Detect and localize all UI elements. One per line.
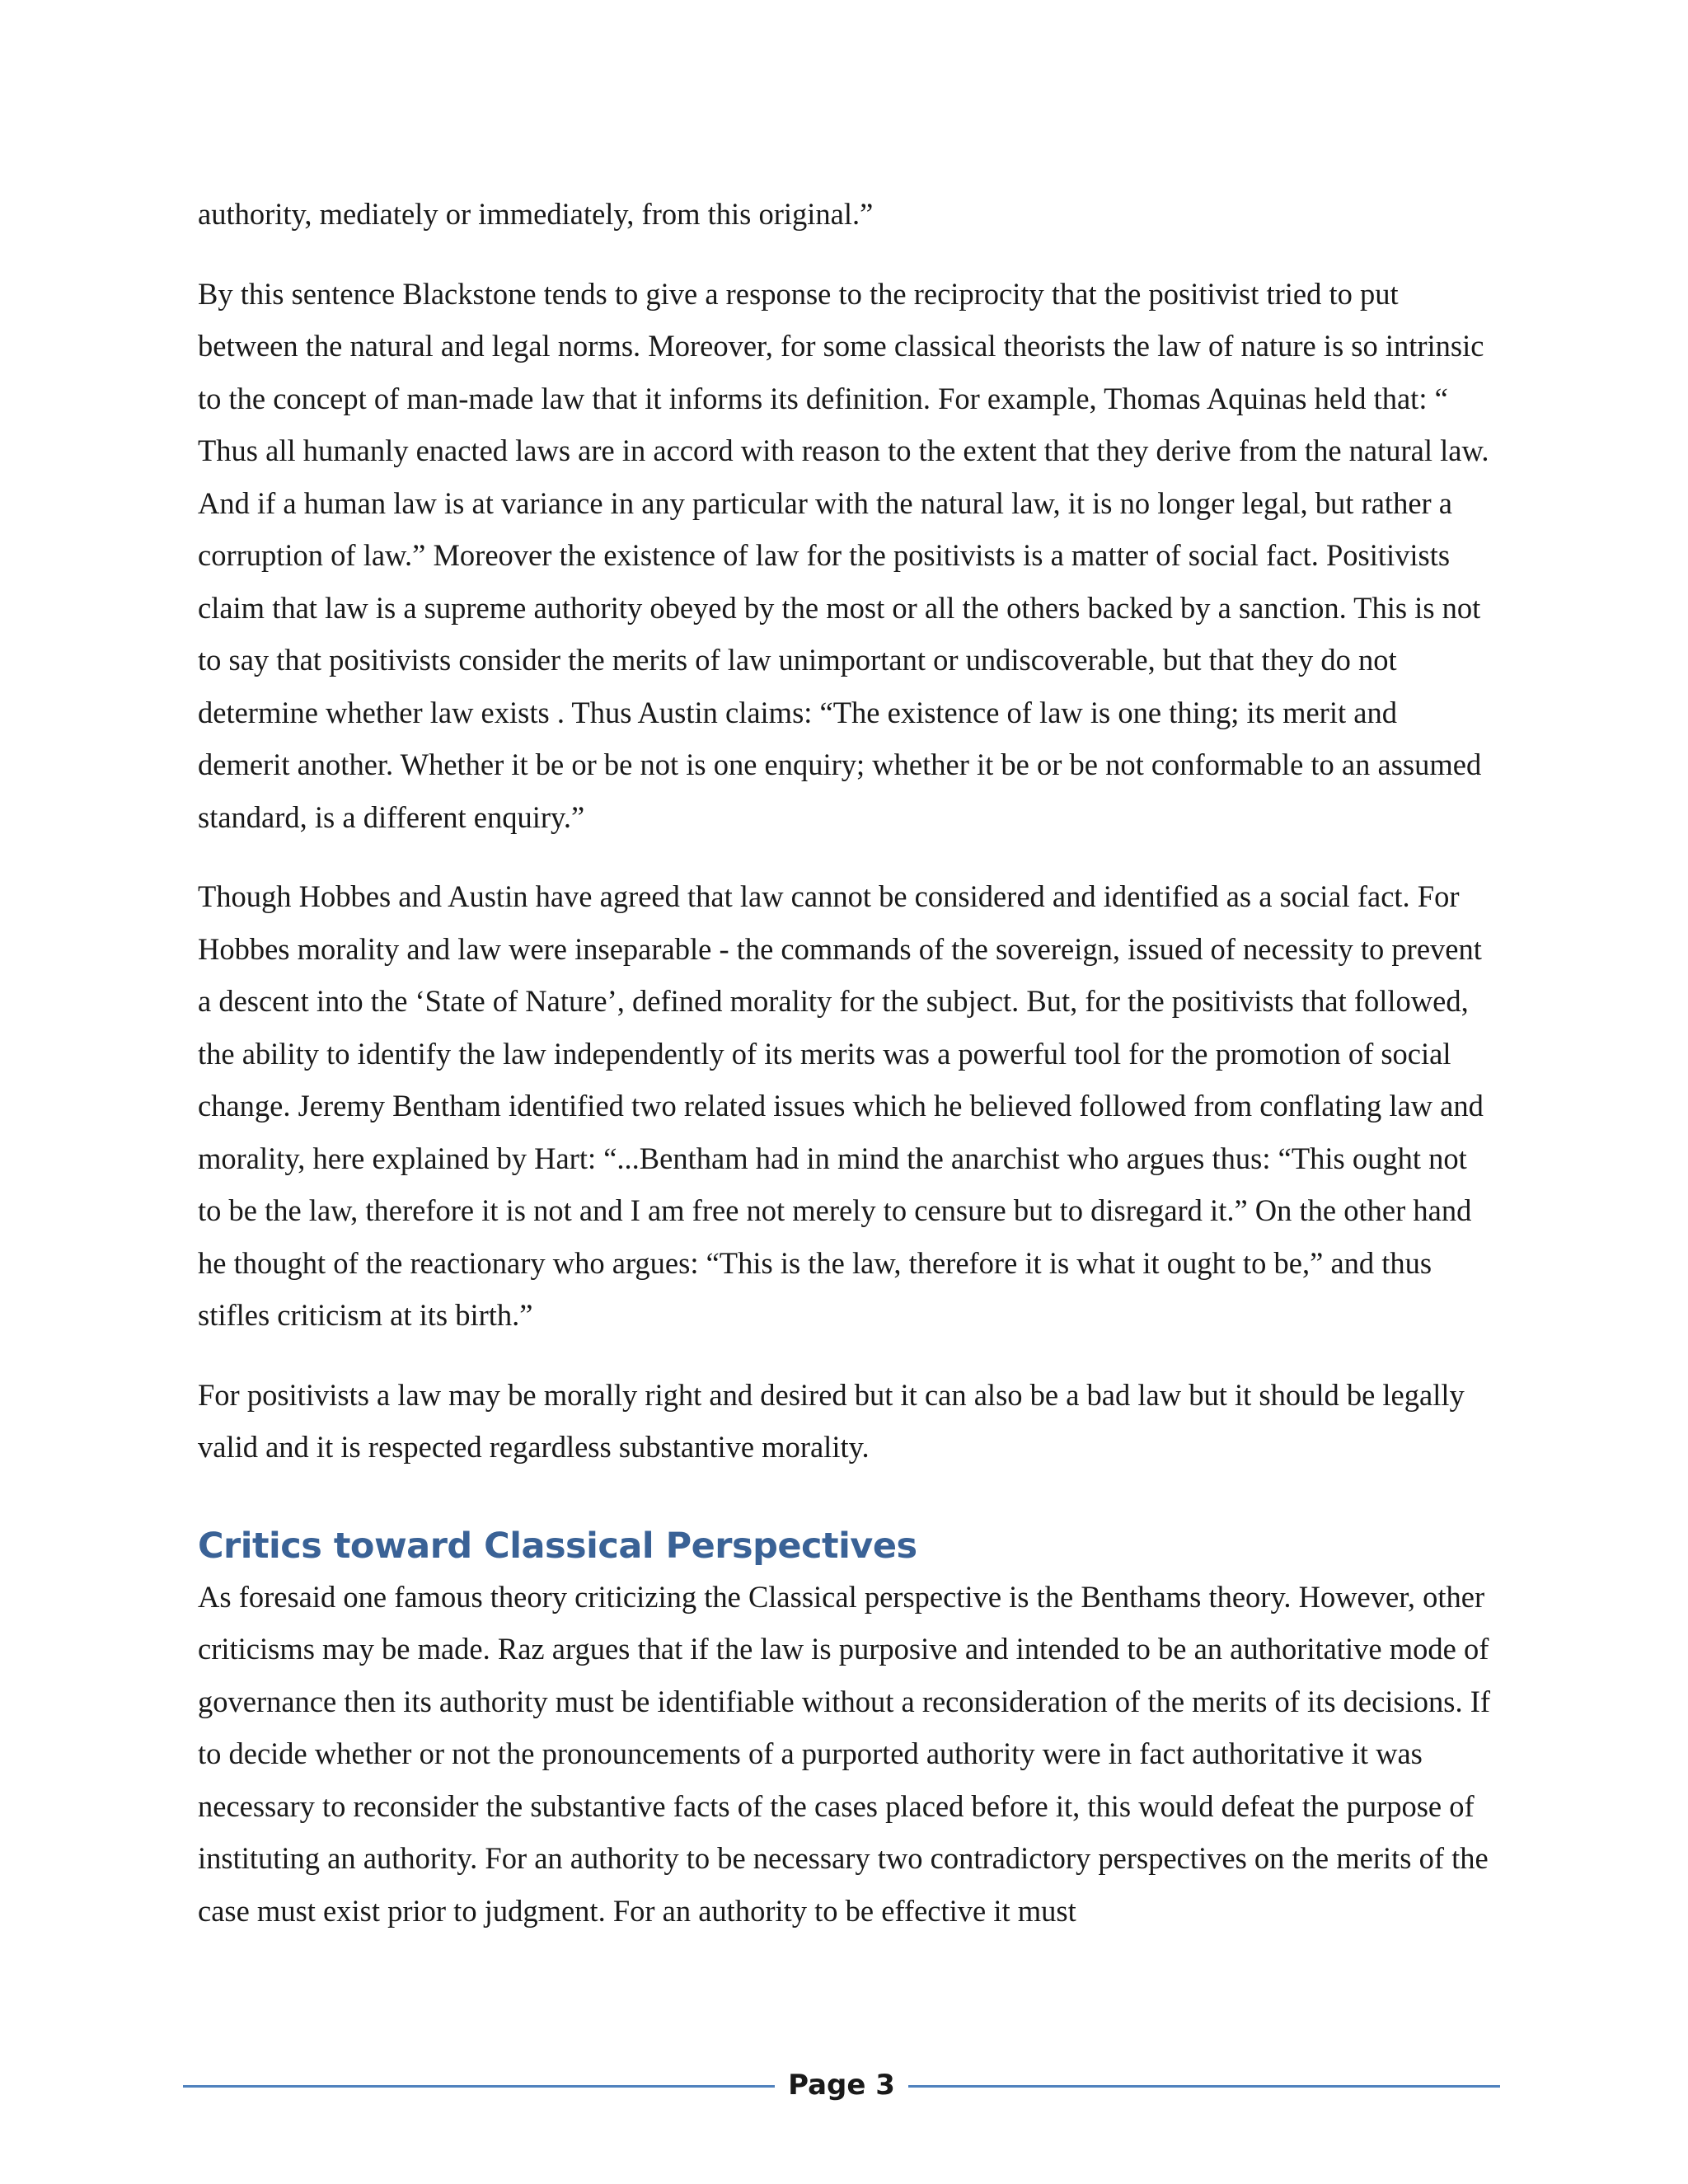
page-number: Page 3 — [788, 2069, 895, 2102]
section-heading: Critics toward Classical Perspectives — [198, 1525, 917, 1567]
page-footer — [183, 2065, 1500, 2105]
footer-rule-right — [908, 2085, 1500, 2088]
page-body — [198, 188, 1496, 1964]
paragraph-critics: As foresaid one famous theory criticizing the Classical perspective is the Benthams theory. However, other criticisms may be made. Raz argues that if the law is purposive and intended to be an authoritative mode of governance then its authority must be identifiable without a reconsideration of the merits of its decisions. If to decide whether or not the pronouncements of a purported authority were in fact authoritative it was necessary to reconsider the substantive facts of the cases placed before it, this would defeat the purpose of instituting an authority. For an authority to be necessary two contradictory perspectives on the merits of the case must exist prior to judgment. For an authority to be effective it must — [198, 1579, 1491, 1928]
paragraph-continuation: authority, mediately or immediately, from this original.” — [198, 197, 874, 231]
paragraph-positivists: For positivists a law may be morally right and desired but it can also be a bad law but it should be legally valid and it is respected regardless substantive morality. — [198, 1377, 1465, 1464]
paragraph-hobbes-austin: Though Hobbes and Austin have agreed that law cannot be considered and identified as a social fact. For Hobbes morality and law were inseparable - the commands of the sovereign, issued of necessity to prevent a descent into the ‘State of Nature’, defined morality for the subject. But, for the positivists that followed, the ability to identify the law independently of its merits was a powerful tool for the promotion of social change. Jeremy Bentham identified two related issues which he believed followed from conflating law and morality, here explained by Hart: “...Bentham had in mind the anarchist who argues thus: “This ought not to be the law, therefore it is not and I am free not merely to censure but to disregard it.” On the other hand he thought of the reactionary who argues: “This is the law, therefore it is what it ought to be,” and thus stifles criticism at its birth.” — [198, 879, 1484, 1332]
paragraph-blackstone: By this sentence Blackstone tends to give a response to the reciprocity that the positivist tried to put between the natural and legal norms. Moreover, for some classical theorists the law of nature is so intrinsic to the concept of man-made law that it informs its definition. For example, Thomas Aquinas held that: “ Thus all humanly enacted laws are in accord with reason to the extent that they derive from the natural law. And if a human law is at variance in any particular with the natural law, it is no longer legal, but rather a corruption of law.” Moreover the existence of law for the positivists is a matter of social fact. Positivists claim that law is a supreme authority obeyed by the most or all the others backed by a sanction. This is not to say that positivists consider the merits of law unimportant or undiscoverable, but that they do not determine whether law exists . Thus Austin claims: “The existence of law is one thing; its merit and demerit another. Whether it be or be not is one enquiry; whether it be or be not conformable to an assumed standard, is a different enquiry.” — [198, 276, 1489, 834]
